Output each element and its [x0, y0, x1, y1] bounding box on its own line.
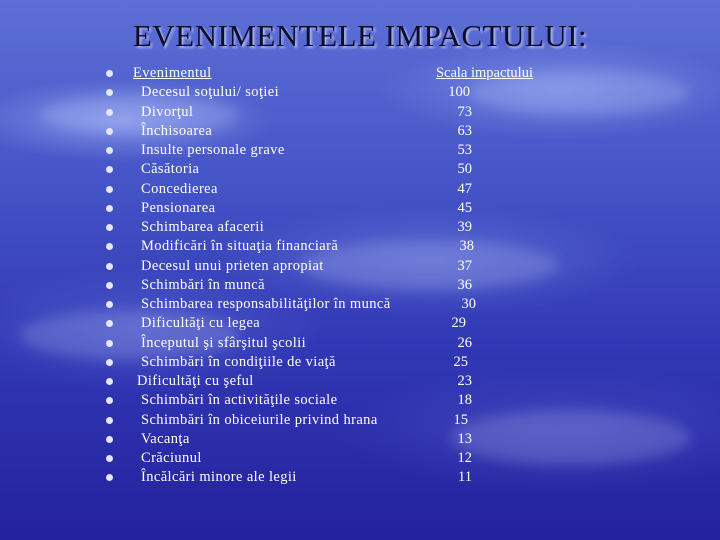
table-row — [0, 373, 720, 392]
impact-score: 15 — [453, 411, 468, 428]
impact-score: 47 — [457, 180, 472, 197]
event-name: Schimbări în muncă — [141, 276, 265, 293]
table-row — [0, 84, 720, 103]
event-name: Schimbări în obiceiurile privind hrana — [141, 411, 378, 428]
table-row — [0, 392, 720, 411]
bullet-icon — [106, 455, 113, 462]
bullet-icon — [106, 417, 113, 424]
bullet-icon — [106, 186, 113, 193]
event-name: Schimbarea afacerii — [141, 219, 265, 235]
event-name: Căsătoria — [141, 161, 200, 178]
impact-score: 39 — [457, 219, 472, 235]
impact-score: 53 — [457, 142, 472, 158]
table-row — [0, 219, 720, 238]
table-row — [0, 238, 720, 257]
event-name: Pensionarea — [141, 199, 216, 216]
bullet-icon — [106, 147, 113, 154]
impact-score: 11 — [458, 469, 472, 486]
impact-score: 13 — [457, 430, 472, 447]
bullet-icon — [106, 397, 113, 404]
bullet-icon — [106, 359, 113, 366]
bullet-icon — [106, 436, 113, 443]
bullet-icon — [106, 301, 113, 308]
table-row — [0, 450, 720, 469]
table-row — [0, 354, 720, 373]
table-row — [0, 258, 720, 277]
table-row — [0, 200, 720, 219]
event-name: Dificultăţi cu legea — [141, 315, 261, 332]
event-name: Crăciunul — [141, 450, 202, 466]
bullet-icon — [106, 320, 113, 327]
impact-score: 29 — [451, 315, 466, 332]
bullet-icon — [106, 224, 113, 231]
bullet-icon — [106, 243, 113, 250]
event-name: Divorţul — [141, 103, 194, 120]
bullet-icon — [106, 378, 113, 385]
event-name: Modificări în situaţia financiară — [141, 238, 339, 255]
impact-score: 50 — [457, 161, 472, 178]
event-name: Concedierea — [141, 180, 218, 197]
slide-title: EVENIMENTELE IMPACTULUI: — [132, 18, 588, 53]
bullet-icon — [106, 205, 113, 212]
table-row — [0, 412, 720, 431]
table-row — [0, 161, 720, 180]
bullet-icon — [106, 166, 113, 173]
table-row — [0, 123, 720, 142]
event-name: Insulte personale grave — [141, 142, 285, 158]
impact-score: 38 — [459, 238, 474, 255]
bullet-icon — [106, 128, 113, 135]
impact-score: 63 — [457, 122, 472, 139]
list-header-row — [0, 65, 720, 84]
impact-score: 100 — [448, 84, 470, 101]
impact-score: 45 — [457, 199, 472, 216]
impact-score: 30 — [461, 296, 476, 312]
event-column-header: Evenimentul — [133, 65, 212, 81]
event-name: Închisoarea — [141, 122, 213, 139]
event-name: Schimbări în activităţile sociale — [141, 392, 338, 409]
event-name: Încălcări minore ale legii — [141, 469, 297, 486]
table-row — [0, 335, 720, 354]
bullet-icon — [106, 109, 113, 116]
impact-score: 23 — [457, 373, 472, 389]
event-name: Vacanţa — [141, 430, 190, 447]
event-name: Decesul unui prieten apropiat — [141, 257, 324, 274]
bullet-icon — [106, 340, 113, 347]
impact-score: 36 — [457, 276, 472, 293]
impact-score: 25 — [453, 353, 468, 370]
table-row — [0, 277, 720, 296]
table-row — [0, 315, 720, 334]
bullet-icon — [106, 70, 113, 77]
score-column-header: Scala impactului — [435, 65, 533, 81]
event-name: Dificultăţi cu şeful — [137, 373, 254, 389]
table-row — [0, 104, 720, 123]
event-name: Schimbări în condiţiile de viaţă — [141, 353, 336, 370]
table-row — [0, 142, 720, 161]
table-row — [0, 296, 720, 315]
bullet-icon — [106, 474, 113, 481]
bullet-icon — [106, 263, 113, 270]
event-name: Schimbarea responsabilităţilor în muncă — [141, 296, 391, 312]
bullet-icon — [106, 89, 113, 96]
impact-score: 37 — [457, 257, 472, 274]
impact-score: 26 — [457, 334, 472, 351]
table-row — [0, 181, 720, 200]
event-name: Începutul şi sfârşitul şcolii — [141, 334, 307, 351]
impact-score: 73 — [457, 103, 472, 120]
impact-score: 18 — [457, 392, 472, 409]
bullet-icon — [106, 282, 113, 289]
table-row — [0, 431, 720, 450]
table-row — [0, 469, 720, 488]
impact-score: 12 — [457, 450, 472, 466]
event-name: Decesul soţului/ soţiei — [141, 84, 280, 101]
